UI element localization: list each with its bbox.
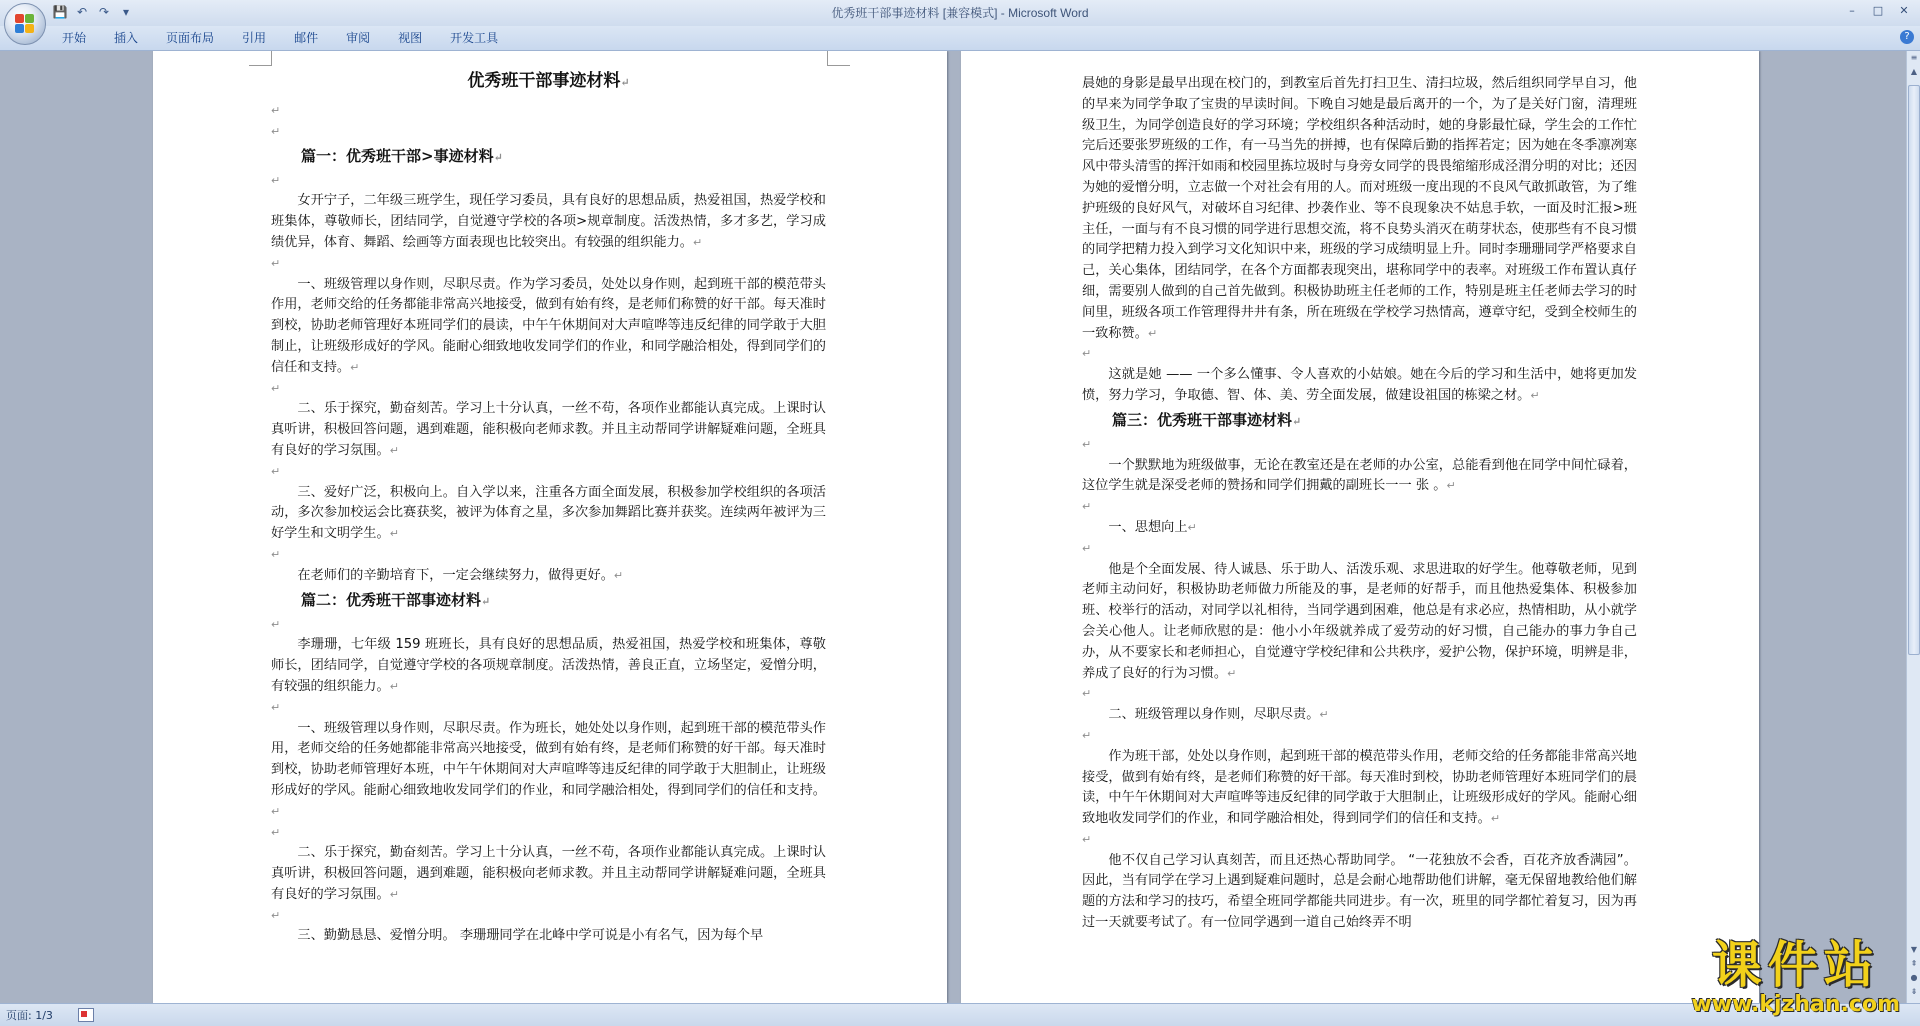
scroll-up-icon[interactable]: ▲: [1910, 67, 1918, 76]
empty-paragraph: ↵: [271, 124, 281, 138]
paragraph: 三、勤勤恳恳、爱憎分明。 李珊珊同学在北峰中学可说是小有名气，因为每个早: [297, 928, 764, 944]
page-content[interactable]: [271, 65, 826, 947]
paragraph: 一、班级管理以身作则，尽职尽责。作为班长，她处处以身作则，起到班干部的模范带头作用，老师交给的任务她都能非常高兴地接受，做到有始有终，是老师们称赞的好干部。每天准时到校，协助老师管理好本班，中午午休期间对大声喧哗等违反纪律的同学敢于大胆制止，让班级形成好的学风。能耐心细致地收发同学们的作业，和同学融洽相处，得到同学们的信任和支持。↵: [271, 720, 826, 818]
next-page-icon[interactable]: ⇟: [1910, 987, 1918, 996]
ruler-toggle-icon[interactable]: ≡: [1910, 53, 1918, 62]
title-bar: [0, 0, 1920, 26]
office-logo-icon: [15, 14, 35, 34]
section-heading: 篇三：优秀班干部事迹材料↵: [1112, 410, 1302, 429]
watermark-logo: [1691, 937, 1900, 1017]
office-button[interactable]: [4, 3, 46, 45]
empty-paragraph: ↵: [271, 256, 281, 270]
crop-mark: [827, 51, 850, 66]
empty-paragraph: ↵: [271, 464, 281, 478]
empty-paragraph: ↵: [1082, 832, 1092, 846]
previous-page-icon[interactable]: ⇞: [1910, 959, 1918, 968]
empty-paragraph: ↵: [271, 547, 281, 561]
tab-view[interactable]: 视图: [398, 31, 423, 45]
empty-paragraph: ↵: [1082, 728, 1092, 742]
close-button[interactable]: ✕: [1899, 4, 1909, 17]
paragraph: 他是个全面发展、待人诚恳、乐于助人、活泼乐观、求思进取的好学生。他尊敬老师，见到老师主动问好，积极协助老师做力所能及的事，是老师的好帮手，而且他热爱集体、积极参加班、校举行的活动，对同学以礼相待，当同学遇到困难，他总是有求必应，热情相助，从小就学会关心他人。让老师欣慰的是：他小小年级就养成了爱劳动的好习惯，自己能办的事力争自己办，从不要家长和老师担心，自觉遵守学校纪律和公共秩序，爱护公物，保护环境，明辨是非，养成了良好的行为习惯。↵: [1082, 561, 1637, 681]
status-bar: [0, 1003, 1920, 1026]
page-count-status[interactable]: 页面: 1/3: [6, 1009, 53, 1022]
window-controls: [1840, 2, 1916, 20]
paragraph: 三、爱好广泛，积极向上。自入学以来，注重各方面全面发展，积极参加学校组织的各项活动，多次参加校运会比赛获奖，被评为体育之星，多次参加舞蹈比赛并获奖。连续两年被评为三好学生和文明学生。↵: [271, 484, 826, 542]
redo-icon[interactable]: ↷: [98, 5, 110, 19]
tab-home[interactable]: 开始: [62, 31, 87, 45]
paragraph: 一、班级管理以身作则，尽职尽责。作为学习委员，处处以身作则，起到班干部的模范带头作用，老师交给的任务都能非常高兴地接受，做到有始有终，是老师们称赞的好干部。每天准时到校，协助老师管理好本班同学们的晨读，中午午休期间对大声喧哗等违反纪律的同学敢于大胆制止，让班级形成好的学风。能耐心细致地收发同学们的作业，和同学融洽相处，得到同学们的信任和支持。↵: [271, 276, 826, 375]
empty-paragraph: ↵: [1082, 687, 1092, 701]
browse-buttons: [1907, 943, 1920, 999]
empty-paragraph: ↵: [271, 173, 281, 187]
tab-insert[interactable]: 插入: [114, 31, 139, 45]
vertical-scrollbar[interactable]: [1906, 51, 1920, 1003]
watermark-title: 课件站: [1711, 936, 1880, 994]
empty-paragraph: ↵: [271, 700, 281, 714]
document-page-1[interactable]: [153, 51, 947, 1003]
crop-mark: [249, 51, 272, 66]
tab-review[interactable]: 审阅: [346, 31, 371, 45]
section-heading: 篇一：优秀班干部>事迹材料↵: [301, 146, 503, 165]
paragraph: 二、班级管理以身作则，尽职尽责。↵: [1108, 707, 1329, 723]
empty-paragraph: ↵: [1082, 500, 1092, 514]
paragraph: 作为班干部，处处以身作则，起到班干部的模范带头作用，老师交给的任务都能非常高兴地接受，做到有始有终，是老师们称赞的好干部。每天准时到校，协助老师管理好本班同学们的晨读，中午午休期间对大声喧哗等违反纪律的同学敢于大胆制止，让班级形成好的学风。能耐心细致地收发同学们的作业，和同学融洽相处，得到同学们的信任和支持。↵: [1082, 748, 1637, 827]
empty-paragraph: ↵: [271, 104, 281, 117]
paragraph: 他不仅自己学习认真刻苦，而且还热心帮助同学。 “一花独放不会香，百花齐放香满园”。因此，当有同学在学习上遇到疑难问题时，总是会耐心地帮助他们讲解，毫无保留地教给他们解题的方法和学习的技巧，希望全班同学都能共同进步。有一次，班里的同学都忙着复习，因为再过一天就要考试了。有一位同学遇到一道自己始终弄不明: [1082, 852, 1637, 931]
document-page-2[interactable]: [961, 51, 1759, 1003]
empty-paragraph: ↵: [1082, 437, 1092, 451]
page-content[interactable]: [1082, 74, 1637, 934]
paragraph: 一、思想向上↵: [1108, 519, 1197, 535]
help-icon[interactable]: ?: [1900, 30, 1914, 44]
ribbon-tab-bar: [0, 26, 1920, 51]
empty-paragraph: ↵: [271, 908, 281, 922]
tab-references[interactable]: 引用: [242, 31, 267, 45]
paragraph: 二、乐于探究，勤奋刻苦。学习上十分认真，一丝不苟，各项作业都能认真完成。上课时认真听讲，积极回答问题，遇到难题，能积极向老师求教。并且主动帮同学讲解疑难问题，全班具有良好的学习氛围。↵: [271, 401, 826, 458]
window-title: 优秀班干部事迹材料 [兼容模式] - Microsoft Word: [831, 6, 1089, 20]
paragraph: 李珊珊，七年级 159 班班长，具有良好的思想品质，热爱祖国，热爱学校和班集体，尊敬师长，团结同学，自觉遵守学校的各项规章制度。活泼热情，善良正直，立场坚定，爱憎分明，有较强的组织能力。↵: [271, 637, 826, 694]
tab-mailings[interactable]: 邮件: [294, 31, 319, 45]
paragraph: 二、乐于探究，勤奋刻苦。学习上十分认真，一丝不苟，各项作业都能认真完成。上课时认真听讲，积极回答问题，遇到难题，能积极向老师求教。并且主动帮同学讲解疑难问题，全班具有良好的学习氛围。↵: [271, 845, 826, 902]
undo-icon[interactable]: ↶: [76, 5, 88, 19]
spell-check-icon[interactable]: [78, 1008, 94, 1022]
section-heading: 篇二：优秀班干部事迹材料↵: [301, 590, 491, 609]
empty-paragraph: ↵: [1082, 347, 1092, 361]
save-icon[interactable]: 💾: [52, 5, 68, 19]
scroll-down-icon[interactable]: ▼: [1910, 945, 1918, 954]
dropdown-icon[interactable]: ▾: [122, 5, 130, 19]
paragraph: 女开宁子，二年级三班学生，现任学习委员，具有良好的思想品质，热爱祖国，热爱学校和班集体，尊敬师长，团结同学，自觉遵守学校的各项>规章制度。活泼热情，多才多艺，学习成绩优异，体育、舞蹈、绘画等方面表现也比较突出。有较强的组织能力。↵: [271, 193, 826, 250]
minimize-button[interactable]: –: [1849, 4, 1855, 17]
document-area[interactable]: [0, 51, 1906, 1003]
tab-page-layout[interactable]: 页面布局: [166, 31, 215, 45]
empty-paragraph: ↵: [271, 825, 281, 839]
paragraph: 这就是她 —— 一个多么懂事、令人喜欢的小姑娘。她在今后的学习和生活中，她将更加发愤，努力学习，争取德、智、体、美、劳全面发展，做建设祖国的栋梁之材。↵: [1082, 367, 1637, 403]
document-title: 优秀班干部事迹材料↵: [467, 71, 630, 91]
paragraph: 晨她的身影是最早出现在校门的，到教室后首先打扫卫生、清扫垃圾，然后组织同学早自习，他的早来为同学争取了宝贵的早读时间。下晚自习她是最后离开的一个，为了是关好门窗，清理班级卫生，为同学创造良好的学习环境；学校组织各种活动时，她的身影最忙碌，学生会的工作忙完后还要张罗班级的工作，有一马当先的拼搏，也有保障后勤的指挥若定；因为她在冬季凛冽寒风中带头清雪的挥汗如雨和校园里拣垃圾时与身旁女同学的畏畏缩缩形成泾渭分明的对比；还因为她的爱憎分明，立志做一个对社会有用的人。而对班级一度出现的不良风气敢抓敢管，为了维护班级的良好风气，对破坏自习纪律、抄袭作业、等不良现象决不姑息手软，一面及时汇报>班主任，一面与有不良习惯的同学进行思想交流，将不良势头消灭在萌芽状态，使那些有不良习惯的同学把精力投入到学习文化知识中来，班级的学习成绩明显上升。同时李珊珊同学严格要求自己，关心集体，团结同学，在各个方面都表现突出，堪称同学中的表率。对班级工作布置认真仔细，需要别人做到的自己首先做到。积极协助班主任老师的工作，特别是班主任老师去学习的时间里，班级各项工作管理得井井有条，所在班级在学校学习热情高，遵章守纪，受到全校师生的一致称赞。↵: [1082, 76, 1637, 341]
maximize-button[interactable]: □: [1872, 4, 1884, 17]
paragraph: 一个默默地为班级做事，无论在教室还是在老师的办公室，总能看到他在同学中间忙碌着，这位学生就是深受老师的赞扬和同学们拥戴的副班长一一 张 。↵: [1082, 457, 1637, 494]
ribbon-tabs: [48, 30, 512, 46]
paragraph: 在老师们的辛勤培育下，一定会继续努力，做得更好。↵: [297, 567, 624, 583]
scroll-thumb[interactable]: [1908, 85, 1920, 655]
empty-paragraph: ↵: [271, 381, 281, 395]
tab-developer[interactable]: 开发工具: [450, 31, 499, 45]
empty-paragraph: ↵: [1082, 541, 1092, 555]
select-browse-object-icon[interactable]: ●: [1910, 973, 1918, 982]
watermark-url: www.kjzhan.com: [1691, 992, 1900, 1017]
empty-paragraph: ↵: [271, 617, 281, 631]
